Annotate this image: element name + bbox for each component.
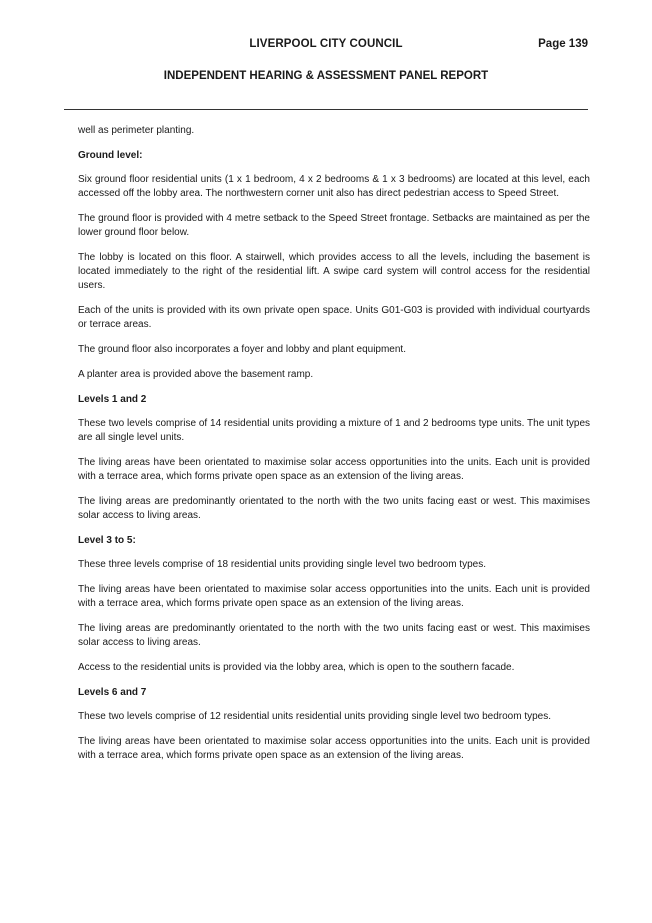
ground-paragraph-4: Each of the units is provided with its own private open space. Units G01-G03 is provided with individual courtyards or terrace areas.	[78, 305, 590, 330]
intro-paragraph: well as perimeter planting.	[78, 125, 195, 136]
levels-3-5-paragraph-2: The living areas have been orientated to maximise solar access opportunities into the units. Each unit is provided with a terrace area, which forms private open space as an extension of the living areas.	[78, 584, 590, 609]
levels-1-2-heading: Levels 1 and 2	[78, 394, 147, 405]
council-name: LIVERPOOL CITY COUNCIL	[249, 38, 403, 50]
report-title: INDEPENDENT HEARING & ASSESSMENT PANEL REPORT	[163, 70, 489, 82]
levels-6-7-paragraph-1: These two levels comprise of 12 residential units residential units providing single level two bedroom types.	[78, 711, 552, 722]
ground-paragraph-3: The lobby is located on this floor. A stairwell, which provides access to all the levels, including the basement is located immediately to the right of the residential lift. A swipe card system will control access for the residential users.	[78, 252, 590, 291]
levels-3-5-paragraph-1: These three levels comprise of 18 residential units providing single level two bedroom types.	[78, 559, 486, 570]
header-divider	[64, 109, 588, 110]
levels-1-2-paragraph-3: The living areas are predominantly orientated to the north with the two units facing east or west. This maximises solar access to living areas.	[78, 496, 590, 521]
ground-paragraph-1: Six ground floor residential units (1 x 1 bedroom, 4 x 2 bedrooms & 1 x 3 bedrooms) are located at this level, each accessed off the lobby area. The northwestern corner unit also has direct pedestrian access to Speed Street.	[78, 174, 590, 199]
ground-paragraph-6: A planter area is provided above the basement ramp.	[78, 369, 314, 380]
levels-3-5-paragraph-4: Access to the residential units is provided via the lobby area, which is open to the southern facade.	[78, 662, 515, 673]
levels-1-2-paragraph-2: The living areas have been orientated to maximise solar access opportunities into the units. Each unit is provided with a terrace area, which forms private open space as an extension of the living areas.	[78, 457, 590, 482]
page-number: Page 139	[538, 38, 588, 50]
levels-6-7-paragraph-2: The living areas have been orientated to maximise solar access opportunities into the units. Each unit is provided with a terrace area, which forms private open space as an extension of the living areas.	[78, 736, 590, 761]
ground-level-heading: Ground level:	[78, 150, 143, 161]
page-header	[0, 38, 652, 54]
levels-3-5-heading: Level 3 to 5:	[78, 535, 136, 546]
levels-6-7-heading: Levels 6 and 7	[78, 687, 147, 698]
report-body	[78, 124, 590, 774]
ground-paragraph-2: The ground floor is provided with 4 metre setback to the Speed Street frontage. Setbacks are maintained as per the lower ground floor below.	[78, 213, 590, 238]
ground-paragraph-5: The ground floor also incorporates a foyer and lobby and plant equipment.	[78, 344, 406, 355]
levels-3-5-paragraph-3: The living areas are predominantly orientated to the north with the two units facing east or west. This maximises solar access to living areas.	[78, 623, 590, 648]
levels-1-2-paragraph-1: These two levels comprise of 14 residential units providing a mixture of 1 and 2 bedrooms type units. The unit types are all single level units.	[78, 418, 590, 443]
